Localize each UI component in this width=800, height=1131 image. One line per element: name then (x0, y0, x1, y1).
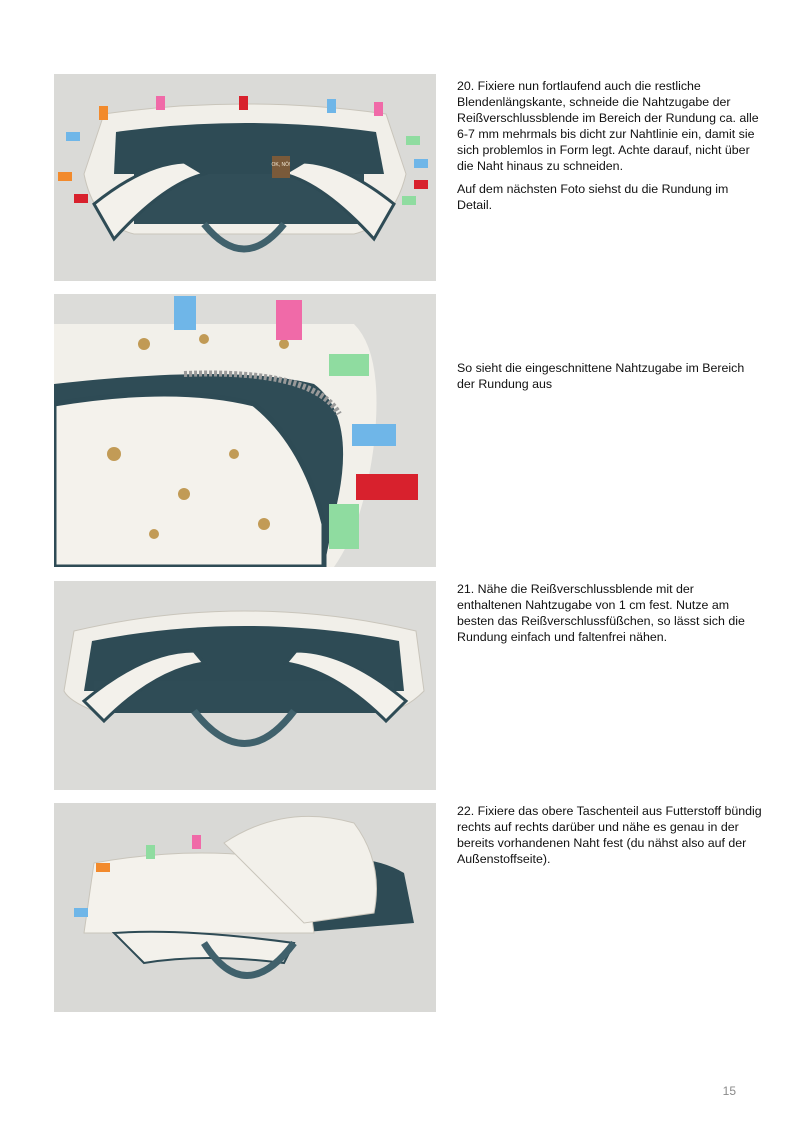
curve-detail-caption: So sieht die eingeschnittene Nahtzugabe im Bereich der Rundung aus (457, 361, 745, 391)
step-22-instruction: 22. Fixiere das obere Taschenteil aus Futterstoff bündig rechts auf rechts darüber und nähe es genau in der bereits vorhandenen Naht fest (du nähst also auf der Außenstoffseite). (457, 804, 762, 866)
brand-label-text: OK, NÖ! (271, 162, 291, 168)
step-21-text (457, 582, 762, 654)
step-20-instruction: 20. Fixiere nun fortlaufend auch die restliche Blendenlängskante, schneide die Nahtzugabe der Reißverschlussblende im Bereich der Rundung ca. alle 6-7 mm mehrmals bis dicht zur Nahtlinie ein, damit sie sich problemlos in Form legt. Achte darauf, nicht über die Naht hinaus zu schneiden. (457, 79, 759, 173)
step-20-photo (54, 74, 436, 281)
step-20-text (457, 79, 762, 222)
step-21-photo (54, 581, 436, 790)
bag-clips-photo-1 (54, 74, 436, 281)
page-number: 15 (722, 1084, 736, 1098)
step-21-instruction: 21. Nähe die Reißverschlussblende mit der enthaltenen Nahtzugabe von 1 cm fest. Nutze am besten das Reißverschlussfüßchen, so lässt sich die Rundung einfach und faltenfrei nähen. (457, 582, 745, 644)
step-22-text (457, 804, 762, 876)
step-22-photo (54, 803, 436, 1012)
sewn-zipper-panel-photo (54, 581, 436, 790)
curve-detail-photo (54, 294, 436, 567)
curve-detail-text (457, 361, 762, 401)
lining-over-photo (54, 803, 436, 1012)
curve-closeup-photo (54, 294, 436, 567)
step-20-note: Auf dem nächsten Foto siehst du die Rundung im Detail. (457, 182, 729, 213)
